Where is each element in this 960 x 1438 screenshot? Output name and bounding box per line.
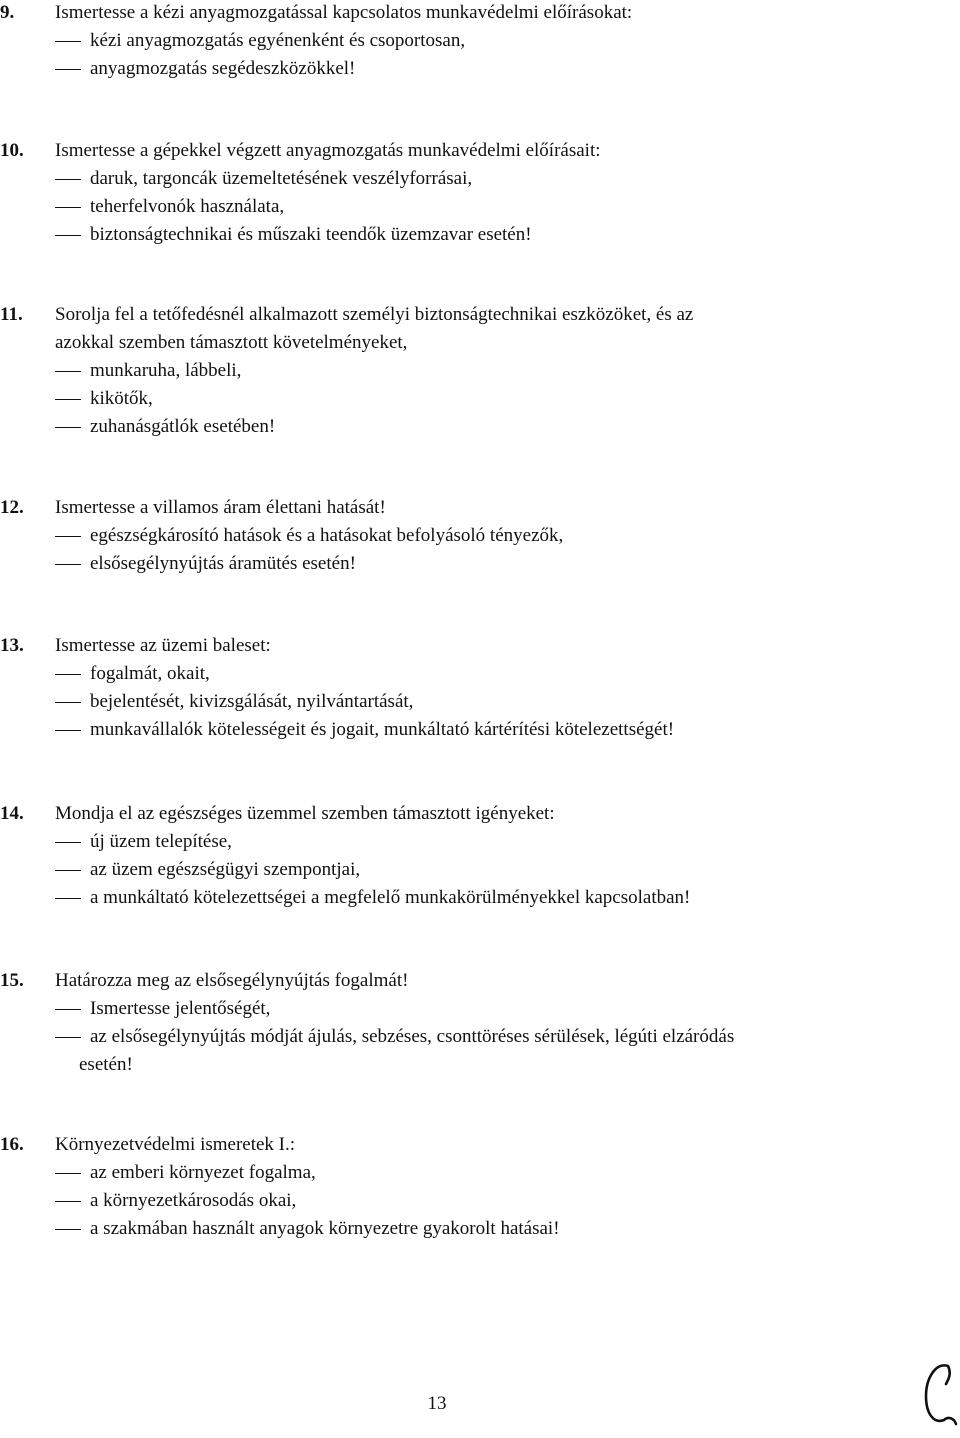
question-10 <box>0 137 960 249</box>
question-text: Határozza meg az elsősegélynyújtás fogalmát! <box>55 970 409 991</box>
bullet-text: a környezetkárosodás okai, <box>90 1190 297 1211</box>
bullet-text: Ismertesse jelentőségét, <box>90 998 271 1019</box>
question-number: 13. <box>0 635 24 656</box>
question-text: Környezetvédelmi ismeretek I.: <box>55 1134 296 1155</box>
question-number: 14. <box>0 803 24 824</box>
dash-bullet <box>55 1201 81 1202</box>
bullet-text: munkaruha, lábbeli, <box>90 360 242 381</box>
question-15 <box>0 967 960 1079</box>
bullet-text: biztonságtechnikai és műszaki teendők üzemzavar esetén! <box>90 224 532 245</box>
question-number: 9. <box>0 2 15 23</box>
question-number: 11. <box>0 304 23 325</box>
dash-bullet <box>55 1229 81 1230</box>
dash-bullet <box>55 179 81 180</box>
bullet-text: fogalmát, okait, <box>90 663 210 684</box>
dash-bullet <box>55 536 81 537</box>
bullet-text: daruk, targoncák üzemeltetésének veszélyforrásai, <box>90 168 473 189</box>
dash-bullet <box>55 235 81 236</box>
question-number: 10. <box>0 140 24 161</box>
question-number: 15. <box>0 970 24 991</box>
bullet-text: munkavállalók kötelességeit és jogait, munkáltató kártérítési kötelezettségét! <box>90 719 675 740</box>
dash-bullet <box>55 842 81 843</box>
question-9 <box>0 0 960 83</box>
bullet-text: a munkáltató kötelezettségei a megfelelő munkakörülményekkel kapcsolatban! <box>90 887 691 908</box>
bullet-text: kikötők, <box>90 388 153 409</box>
question-text: Ismertesse a gépekkel végzett anyagmozgatás munkavédelmi előírásait: <box>55 140 601 161</box>
question-text: Ismertesse a villamos áram élettani hatását! <box>55 497 386 518</box>
dash-bullet <box>55 69 81 70</box>
bullet-text: teherfelvonók használata, <box>90 196 285 217</box>
dash-bullet <box>55 41 81 42</box>
question-13 <box>0 632 960 744</box>
question-text-continued: azokkal szemben támasztott követelményeket, <box>55 332 408 353</box>
dash-bullet <box>55 427 81 428</box>
question-12 <box>0 494 960 578</box>
dash-bullet <box>55 1173 81 1174</box>
handwritten-initial <box>918 1358 958 1430</box>
dash-bullet <box>55 702 81 703</box>
dash-bullet <box>55 674 81 675</box>
question-text: Mondja el az egészséges üzemmel szemben támasztott igényeket: <box>55 803 555 824</box>
question-11 <box>0 301 960 441</box>
bullet-text: elsősegélynyújtás áramütés esetén! <box>90 553 356 574</box>
dash-bullet <box>55 207 81 208</box>
dash-bullet <box>55 371 81 372</box>
dash-bullet <box>55 1037 81 1038</box>
bullet-text: az üzem egészségügyi szempontjai, <box>90 859 361 880</box>
question-text: Ismertesse a kézi anyagmozgatással kapcsolatos munkavédelmi előírásokat: <box>55 2 633 23</box>
bullet-text: zuhanásgátlók esetében! <box>90 416 276 437</box>
question-16 <box>0 1131 960 1243</box>
page-number: 13 <box>427 1393 447 1414</box>
dash-bullet <box>55 870 81 871</box>
dash-bullet <box>55 898 81 899</box>
dash-bullet <box>55 564 81 565</box>
dash-bullet <box>55 730 81 731</box>
bullet-text: a szakmában használt anyagok környezetre gyakorolt hatásai! <box>90 1218 560 1239</box>
question-text: Ismertesse az üzemi baleset: <box>55 635 271 656</box>
dash-bullet <box>55 1009 81 1010</box>
question-14 <box>0 800 960 912</box>
question-number: 12. <box>0 497 24 518</box>
bullet-text: anyagmozgatás segédeszközökkel! <box>90 58 356 79</box>
bullet-text: az emberi környezet fogalma, <box>90 1162 316 1183</box>
question-number: 16. <box>0 1134 24 1155</box>
bullet-text: egészségkárosító hatások és a hatásokat befolyásoló tényezők, <box>90 525 564 546</box>
bullet-text: új üzem telepítése, <box>90 831 232 852</box>
question-text: Sorolja fel a tetőfedésnél alkalmazott személyi biztonságtechnikai eszközöket, és az <box>55 304 694 325</box>
bullet-text: bejelentését, kivizsgálását, nyilvántartását, <box>90 691 414 712</box>
bullet-text-continued: esetén! <box>79 1054 133 1075</box>
dash-bullet <box>55 399 81 400</box>
bullet-text: kézi anyagmozgatás egyénenként és csoportosan, <box>90 30 466 51</box>
bullet-text: az elsősegélynyújtás módját ájulás, sebzéses, csonttöréses sérülések, légúti elzáródás <box>90 1026 735 1047</box>
